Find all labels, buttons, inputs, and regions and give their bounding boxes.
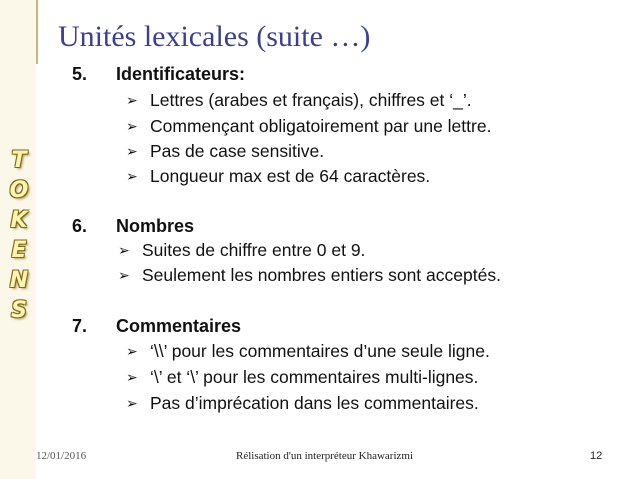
arrow-bullet-icon: ➢ bbox=[126, 369, 138, 385]
title-divider bbox=[36, 0, 38, 64]
side-letter: T bbox=[11, 148, 27, 173]
list-item bbox=[126, 116, 491, 137]
page-number: 12 bbox=[590, 450, 603, 462]
list-item bbox=[126, 367, 478, 388]
list-item bbox=[126, 393, 479, 414]
arrow-bullet-icon: ➢ bbox=[118, 242, 130, 258]
list-item-text: Pas d’imprécation dans les commentaires. bbox=[150, 393, 479, 413]
arrow-bullet-icon: ➢ bbox=[126, 92, 138, 108]
list-item bbox=[118, 265, 501, 286]
arrow-bullet-icon: ➢ bbox=[126, 118, 138, 134]
tokens-vertical-word bbox=[6, 146, 32, 326]
list-item-text: Pas de case sensitive. bbox=[150, 141, 325, 161]
list-item bbox=[126, 141, 324, 162]
section-number: 5. bbox=[72, 64, 88, 84]
footer-date: 12/01/2016 bbox=[36, 450, 87, 462]
section-heading: Nombres bbox=[116, 216, 195, 236]
list-item bbox=[126, 341, 490, 362]
list-item bbox=[126, 90, 472, 111]
list-item-text: Seulement les nombres entiers sont acceptés. bbox=[142, 265, 501, 285]
section-number: 7. bbox=[72, 316, 88, 336]
section-number: 6. bbox=[72, 216, 88, 236]
side-letter: N bbox=[9, 268, 29, 293]
section-heading: Commentaires bbox=[116, 316, 242, 336]
list-item-text: ‘\’ et ‘\’ pour les commentaires multi-lignes. bbox=[150, 367, 479, 387]
list-item-text: Longueur max est de 64 caractères. bbox=[150, 166, 431, 186]
list-item-text: Suites de chiffre entre 0 et 9. bbox=[142, 240, 366, 260]
arrow-bullet-icon: ➢ bbox=[126, 395, 138, 411]
section-heading: Identificateurs: bbox=[116, 64, 246, 84]
footer-title: Rélisation d'un interpréteur Khawarizmi bbox=[236, 450, 414, 462]
side-letter: E bbox=[11, 238, 27, 263]
side-letter: K bbox=[10, 208, 28, 233]
side-letter: O bbox=[9, 178, 29, 203]
list-item-text: Lettres (arabes et français), chiffres et ‘_’. bbox=[150, 90, 472, 110]
arrow-bullet-icon: ➢ bbox=[126, 343, 138, 359]
list-item bbox=[126, 166, 430, 187]
arrow-bullet-icon: ➢ bbox=[118, 267, 130, 283]
arrow-bullet-icon: ➢ bbox=[126, 143, 138, 159]
list-item bbox=[118, 240, 365, 261]
side-letter: S bbox=[11, 298, 27, 323]
list-item-text: ‘\\’ pour les commentaires d’une seule ligne. bbox=[150, 341, 490, 361]
arrow-bullet-icon: ➢ bbox=[126, 168, 138, 184]
list-item-text: Commençant obligatoirement par une lettre. bbox=[150, 116, 492, 136]
slide-title: Unités lexicales (suite …) bbox=[58, 20, 371, 53]
